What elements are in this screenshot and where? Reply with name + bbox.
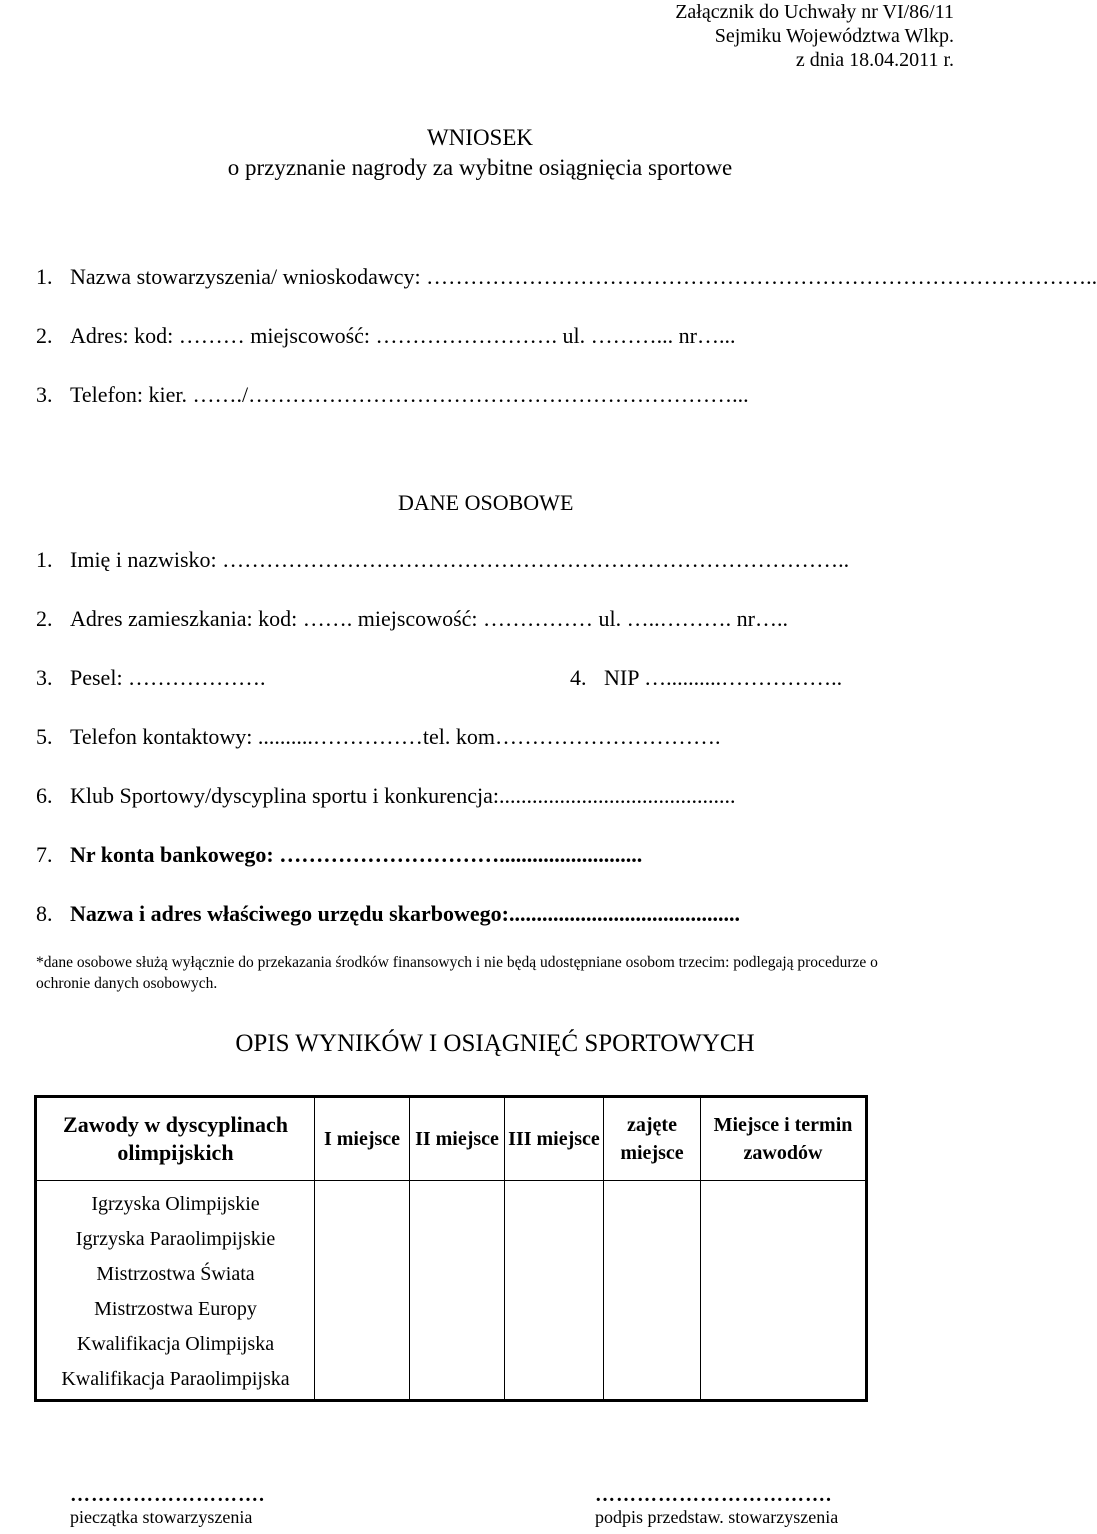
applicant-phone-field[interactable]: Telefon: kier. ……./…………………………………………………………... [70, 382, 749, 407]
personal-name-field[interactable]: Imię i nazwisko: ………………………………………………………………………….. [70, 547, 850, 572]
applicant-name-field[interactable]: Nazwa stowarzyszenia/ wnioskodawcy: ……………………………………………………………………………….. [70, 264, 1097, 289]
club-line: 6. Klub Sportowy/dyscyplina sportu i konkurencja:........................................... [36, 783, 736, 808]
first-place-cell[interactable] [315, 1181, 410, 1401]
results-table [34, 1095, 868, 1402]
table-row: Kwalifikacja Paraolimpijska [61, 1368, 290, 1390]
table-body-row [36, 1181, 867, 1401]
personal-data-heading: DANE OSOBOWE [398, 490, 574, 515]
header-first-place: I miejsce [315, 1097, 410, 1181]
bank-account-field[interactable]: Nr konta bankowego: ………………………….......................... [70, 842, 643, 867]
signature-dots[interactable]: ……………………………. [595, 1484, 832, 1506]
applicant-name-line: 1. Nazwa stowarzyszenia/ wnioskodawcy: ……………………………………………………………………………….. [36, 264, 1097, 289]
stamp-label: pieczątka stowarzyszenia [70, 1507, 253, 1527]
personal-address-line: 2. Adres zamieszkania: kod: ……. miejscowość: …………… ul. …..………. nr….. [36, 606, 788, 631]
tax-office-field[interactable]: Nazwa i adres właściwego urzędu skarbowego:.......................................... [70, 901, 740, 926]
attachment-header [675, 0, 954, 72]
document-subtitle: o przyznanie nagrody za wybitne osiągnięcia sportowe [227, 155, 733, 180]
header-line-1: Załącznik do Uchwały nr VI/86/11 [675, 1, 954, 23]
personal-name-line: 1. Imię i nazwisko: ………………………………………………………………………….. [36, 547, 850, 572]
third-place-cell[interactable] [505, 1181, 604, 1401]
header-third-place: III miejsce [505, 1097, 604, 1181]
contact-phone-line: 5. Telefon kontaktowy: ..........……………tel. kom…………………………. [36, 724, 721, 749]
contact-phone-field[interactable]: Telefon kontaktowy: ..........……………tel. kom…………………………. [70, 724, 721, 749]
applicant-address-field[interactable]: Adres: kod: ……… miejscowość: ……………………. ul. ………... nr…... [70, 323, 736, 348]
stamp-signature [70, 1484, 265, 1528]
document-title: WNIOSEK [426, 125, 534, 150]
header-competitions: Zawody w dyscyplinach olimpijskich [36, 1097, 315, 1181]
header-taken-place: zajęte miejsce [604, 1097, 701, 1181]
stamp-dots[interactable]: ………………………. [70, 1484, 265, 1506]
table-row: Mistrzostwa Europy [94, 1298, 257, 1320]
table-header-row [36, 1097, 867, 1181]
nip-line: 4. NIP …..........…………….. [570, 665, 843, 690]
header-line-3: z dnia 18.04.2011 r. [795, 49, 954, 71]
club-field[interactable]: Klub Sportowy/dyscyplina sportu i konkurencja:........................................... [70, 783, 736, 808]
table-row: Igrzyska Olimpijskie [91, 1193, 260, 1215]
results-heading: OPIS WYNIKÓW I OSIĄGNIĘĆ SPORTOWYCH [235, 1030, 755, 1057]
header-second-place: II miejsce [410, 1097, 505, 1181]
header-place-date: Miejsce i termin zawodów [701, 1097, 867, 1181]
privacy-note: *dane osobowe służą wyłącznie do przekazania środków finansowych i nie będą udostępniane osobom trzecim: podlegają procedurze o ochronie danych osobowych. [36, 954, 878, 992]
table-row: Kwalifikacja Olimpijska [76, 1333, 275, 1355]
bank-account-line: 7. Nr konta bankowego: ………………………….......................... [36, 842, 643, 867]
signature-label: podpis przedstaw. stowarzyszenia [595, 1507, 839, 1527]
table-row: Igrzyska Paraolimpijskie [75, 1228, 276, 1250]
place-date-cell[interactable] [701, 1181, 867, 1401]
taken-place-cell[interactable] [604, 1181, 701, 1401]
table-row: Mistrzostwa Świata [96, 1263, 255, 1285]
personal-address-field[interactable]: Adres zamieszkania: kod: ……. miejscowość: …………… ul. …..………. nr….. [70, 606, 788, 631]
pesel-nip-line: 3. Pesel: ………………. [36, 665, 266, 690]
second-place-cell[interactable] [410, 1181, 505, 1401]
nip-field[interactable]: NIP …..........…………….. [604, 665, 843, 690]
representative-signature [595, 1484, 838, 1528]
applicant-phone-line: 3. Telefon: kier. ……./…………………………………………………………... [36, 382, 749, 407]
tax-office-line: 8. Nazwa i adres właściwego urzędu skarbowego:.......................................... [36, 901, 740, 926]
competitions-cell [36, 1181, 315, 1401]
pesel-field[interactable]: Pesel: ………………. [70, 665, 266, 690]
applicant-address-line: 2. Adres: kod: ……… miejscowość: ……………………. ul. ………... nr…... [36, 323, 736, 348]
header-line-2: Sejmiku Województwa Wlkp. [714, 25, 954, 47]
